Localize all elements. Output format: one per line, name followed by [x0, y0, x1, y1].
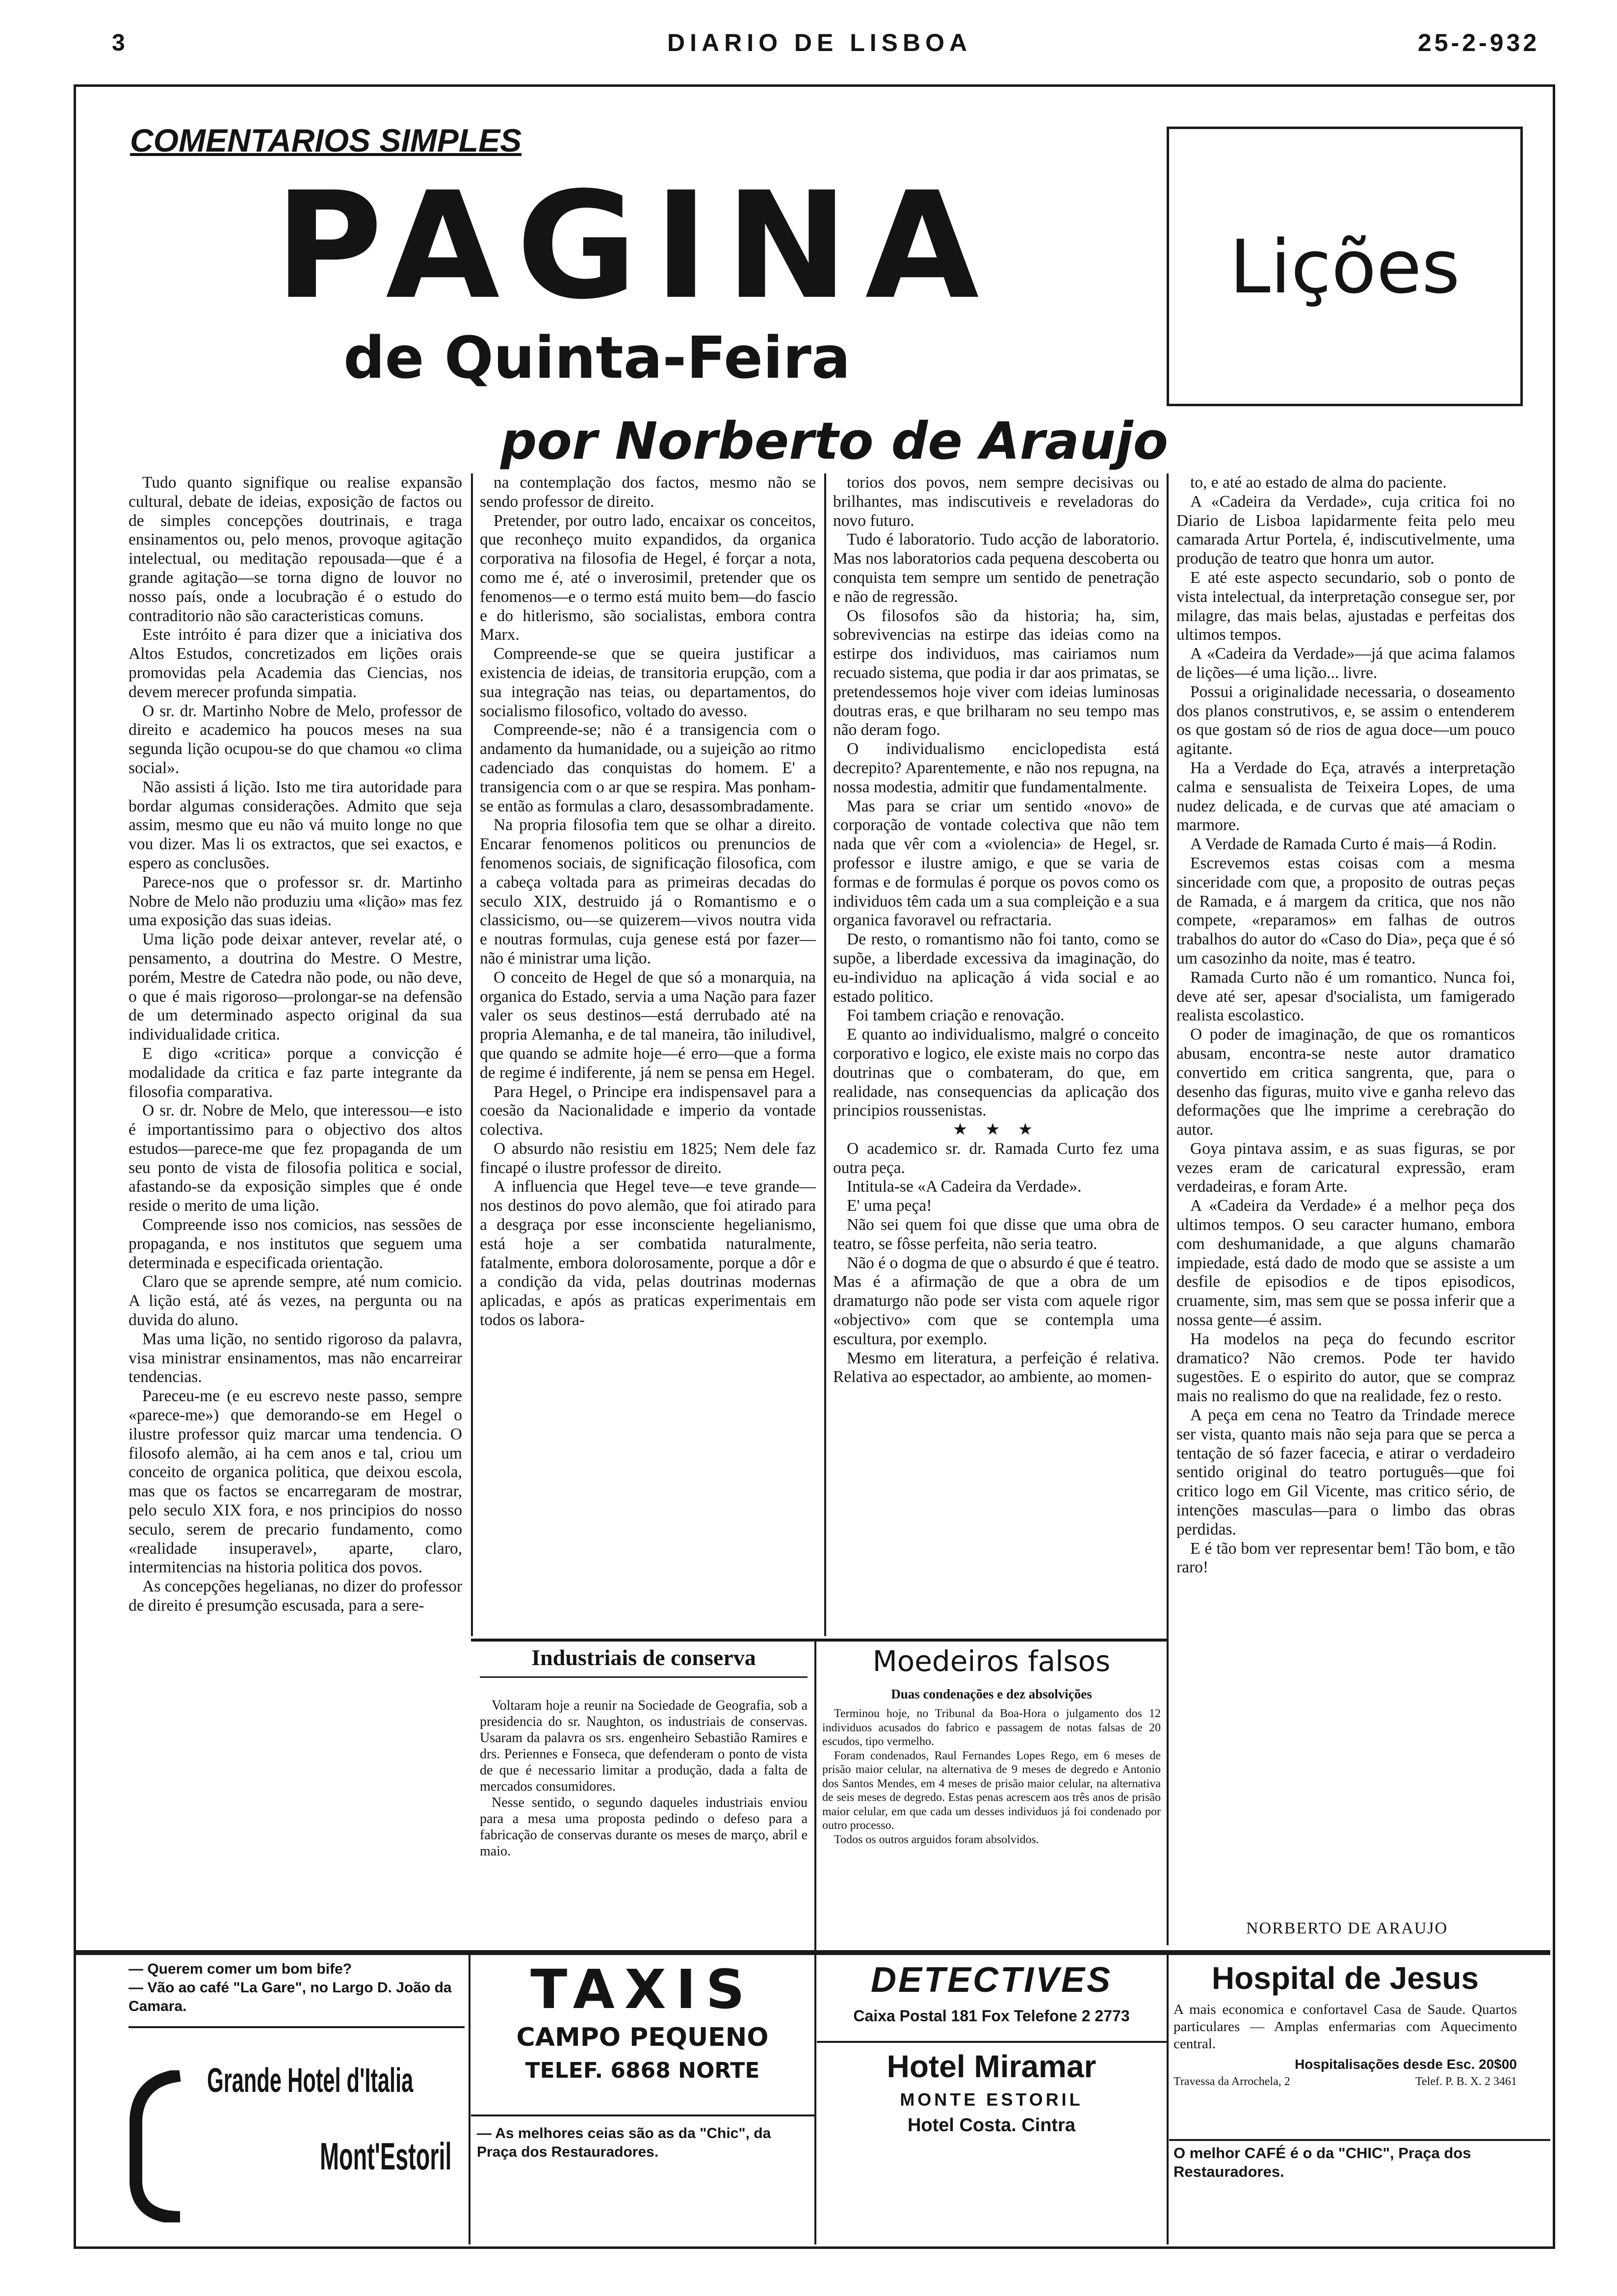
- paragraph: Este intróito é para dizer que a iniciativa dos Altos Estudos, concretizados em lições orais promovidas pela Academia das Ciencias, nos devem merecer profunda simpatia.: [129, 626, 462, 701]
- ad-chic-cafe: O melhor CAFÉ é o da "CHIC", Praça dos Restauradores.: [1174, 2144, 1471, 2180]
- ad-hotel-italia: [129, 2036, 465, 2242]
- byline: por Norberto de Araujo: [500, 411, 1169, 471]
- paragraph: Ha a Verdade do Eça, através a interpretação calma e sensualista de Teixeira Lopes, de uma nudez delicada, e de curvas que até amaciam o marmore.: [1176, 758, 1515, 835]
- paragraph: na contemplação dos factos, mesmo não se sendo professor de direito.: [480, 473, 816, 511]
- news-title: Industriais de conserva: [480, 1644, 808, 1678]
- ad-detectives-title: DETECTIVES: [870, 1960, 1113, 2000]
- paragraph: Intitula-se «A Cadeira da Verdade».: [847, 1177, 1082, 1196]
- subheadline: de Quinta-Feira: [343, 324, 851, 391]
- ad-miramar-place: MONTE ESTORIL: [900, 2089, 1083, 2110]
- ad-divider: [1169, 2139, 1550, 2141]
- paragraph: Mas uma lição, no sentido rigoroso da palavra, visa ministrar ensinamentos, mas não encarreirar tendencias.: [129, 1330, 462, 1386]
- ad-line: — Vão ao café "La Gare", no Largo D. João da Camara.: [129, 1980, 452, 2014]
- ad-divider: [129, 2026, 465, 2028]
- news-title: Moedeiros falsos: [872, 1644, 1111, 1678]
- paragraph: Foi tambem criação e renovação.: [847, 1006, 1065, 1025]
- news-paragraph: Todos os outros arguidos foram absolvidos.: [834, 1833, 1039, 1846]
- news-paragraph: Terminou hoje, no Tribunal da Boa-Hora o julgamento dos 12 individuos acusados do fabrico e passagem de notas falsas de 20 escudos, tipo vermelho.: [822, 1707, 1161, 1748]
- ad-hotel-name: Grande Hotel d'Italia: [207, 2061, 414, 2099]
- paragraph: De resto, o romantismo não foi tanto, como se supõe, a liberdade excessiva da imaginação, do eu-individuo na aplicação á vida social e ao estado politico.: [833, 930, 1159, 1006]
- article-column-2: [480, 473, 816, 1636]
- paragraph: Tudo quanto signifique ou realise expansão cultural, debate de ideias, exposição de factos ou de simples concepções doutrinais, e traga ensinamentos ou, pelo menos, provoque agitação intelectual, ou meditação repousada—que é a grande agitação—se torna digno de louvor no nosso país, onde a locubração é o estudo do contraditorio não são caracteristicas comuns.: [129, 473, 462, 625]
- ad-line: — Querem comer um bom bife?: [129, 1961, 352, 1977]
- article-column-4: [1176, 473, 1515, 1916]
- paragraph: Tudo é laboratorio. Tudo acção de laboratorio. Mas nos laboratorios cada pequena descoberta ou conquista tem sempre um sentido de penetração e não de regressão.: [833, 530, 1159, 606]
- news-moedeiros: [822, 1644, 1161, 1949]
- licoes-box: [1167, 127, 1523, 406]
- paragraph: E é tão bom ver representar bem! Tão bom, e tão raro!: [1176, 1539, 1515, 1577]
- ad-hospital-price: Hospitalisações desde Esc. 20$00: [1295, 2057, 1517, 2072]
- ads-column-rule: [1167, 1955, 1169, 2244]
- column-rule: [824, 473, 826, 1636]
- news-top-rule: [471, 1639, 1167, 1642]
- paragraph: Mas para se criar um sentido «novo» de corporação de vontade colectiva que não tem nada que vêr com a «violencia» de Hegel, sr. professor e ilustre amigo, e que se varia de formas e de formulas é porque os povos como os individuos têm cada um a sua compleição e a sua organica favoravel ou refractaria.: [833, 797, 1159, 930]
- news-paragraph: Nesse sentido, o segundo daqueles industriais enviou para a mesa uma proposta pedindo o defeso para a fabricação de conservas durante os meses de março, abril e maio.: [480, 1795, 808, 1859]
- paragraph: Pareceu-me (e eu escrevo neste passo, sempre «parece-me») que demorando-se em Hegel o ilustre professor quiz marcar uma tendencia. O filosofo alemão, ai ha cem anos e tal, criou um conceito de organica politica, que deixou escola, mas que os factos se encarregaram de mostrar, pelo seculo XIX fora, e nos principios do nosso seculo, serem de precario fundamento, como «realidade insuperavel», aparte, claro, intermitencias na historia politica dos povos.: [129, 1387, 462, 1577]
- headline: PAGINA: [275, 160, 996, 332]
- news-subtitle: Duas condenações e dez absolvições: [891, 1687, 1092, 1701]
- paragraph: E até este aspecto secundario, sob o ponto de vista intelectual, da interpretação consegue ser, por milagre, das mais belas, ajustadas e perfeitas dos ultimos tempos.: [1176, 568, 1515, 644]
- ad-hospital: [1174, 1960, 1517, 2137]
- ad-hospital-title: Hospital de Jesus: [1211, 1960, 1479, 1996]
- paragraph: E' uma peça!: [847, 1197, 932, 1215]
- signature: NORBERTO DE ARAUJO: [1246, 1919, 1448, 1937]
- paragraph: E digo «critica» porque a convicção é modalidade da critica e faz parte integrante da filosofia comparativa.: [129, 1044, 462, 1101]
- ad-taxis-title: TAXIS: [530, 1960, 755, 2021]
- paragraph: Para Hegel, o Principe era indispensavel para a coesão da Nacionalidade e imperio da vontade colectiva.: [480, 1082, 816, 1139]
- news-conserva: [480, 1644, 808, 1949]
- ad-taxis-place: CAMPO PEQUENO: [516, 2023, 769, 2052]
- paragraph: Pretender, por outro lado, encaixar os conceitos, que reconheço muito expandidos, da organica corporativa na filosofia de Hegel, é forçar a nota, como me é, até o inverosimil, pretender que os fenomenos—e o termo está muito bem—do fascio e do hitlerismo, são socialistas, embora contra Marx.: [480, 511, 816, 644]
- paragraph: Possui a originalidade necessaria, o doseamento dos planos construtivos, e, se assim o entenderem os que gostam só de rios de agua doce—um pouco agitante.: [1176, 682, 1515, 758]
- ad-hospital-phone: Telef. P. B. X. 2 3461: [1415, 2075, 1517, 2088]
- news-paragraph: Voltaram hoje a reunir na Sociedade de Geografia, sob a presidencia do sr. Naughton, os industriais de conservas. Usaram da palavra os srs. engenheiro Sebastião Ramires e drs. Periennes e Fonseca, que defenderam o ponto de vista de que é necessario limitar a produção, dada a falta de mercados consumidores.: [480, 1698, 808, 1794]
- paragraph: Claro que se aprende sempre, até num comicio. A lição está, até ás vezes, na pergunta ou na duvida do aluno.: [129, 1273, 462, 1330]
- paragraph: Escrevemos estas coisas com a mesma sinceridade com que, a proposito de outras peças de Ramada, e á margem da critica, que nos não compete, «reparamos» em falhas de outros trabalhos do autor do «Caso do Dia», peça que é só um casozinho da noite, mas é teatro.: [1176, 854, 1515, 967]
- paragraph: O sr. dr. Nobre de Melo, que interessou—e isto é importantissimo para o objectivo dos altos estudos—parece-me que fez propaganda de um seu ponto de vista de filosofia politica e social, afastando-se da exposição simples que é onde reside o merito de uma lição.: [129, 1101, 462, 1215]
- article-column-3: [833, 473, 1159, 1636]
- paragraph: A «Cadeira da Verdade», cuja critica foi no Diario de Lisboa lapidarmente feita pelo meu camarada Artur Portela, é, indiscutivelmente, uma produção de teatro que honra um autor.: [1176, 492, 1515, 568]
- ads-column-rule: [469, 1955, 470, 2244]
- paragraph: O individualismo enciclopedista está decrepito? Aparentemente, e não nos repugna, na nossa modestia, admitir que fundamentalmente.: [833, 740, 1159, 796]
- ad-divider: [471, 2114, 814, 2116]
- section-title: COMENTARIOS SIMPLES: [130, 122, 522, 158]
- paragraph: Ha modelos na peça do fecundo escritor dramatico? Não cremos. Pode ter havido sugestões. E o espirito do autor, que se compraz mais no realismo do que na realidade, fez o resto.: [1176, 1330, 1515, 1406]
- ads-column-rule: [814, 1955, 816, 2244]
- paragraph: Na propria filosofia tem que se olhar a direito. Encarar fenomenos politicos ou prenuncios de fenomenos sociais, de significação filosofica, com a cabeça voltada para as primeiras decadas do seculo XIX, destruido já o Romantismo e o classicismo, ou—se quizerem—vivos noutra vida e noutras formulas, cuja genese está por fazer—não é ministrar uma lição.: [480, 816, 816, 967]
- column-rule: [471, 473, 473, 1636]
- page-date: 25-2-932: [1418, 29, 1540, 56]
- ad-divider: [817, 2041, 1167, 2043]
- ad-hospital-text: A mais economica e confortavel Casa de Saude. Quartos particulares — Amplas enfermarias com Aquecimento central.: [1174, 2002, 1517, 2052]
- paragraph: A «Cadeira da Verdade»—já que acima falamos de lições—é uma lição... livre.: [1176, 645, 1515, 682]
- paragraph: Não assisti á lição. Isto me tira autoridade para bordar algumas considerações. Admito que seja assim, mesmo que eu não vá muito longe no que vou dizer. Mas li os extractos, que sei exactos, e espero as conclusões.: [129, 778, 462, 872]
- ad-bife: [129, 1960, 462, 2019]
- paragraph: Ramada Curto não é um romantico. Nunca foi, deve até ser, apesar d'socialista, um famigerado realista escolastico.: [1176, 968, 1515, 1025]
- paragraph: O sr. dr. Martinho Nobre de Melo, professor de direito e academico ha poucos meses na sua segunda lição ocupou-se do que chamou «o clima social».: [129, 702, 462, 777]
- newspaper-name: DIARIO DE LISBOA: [667, 29, 972, 56]
- paragraph: Uma lição pode deixar antever, revelar até, o pensamento, a doutrina do Mestre. O Mestre, porém, Mestre de Catedra não pode, ou não deve, o que é mais rigoroso—prolongar-se na defensão de um determinado aspecto original da sua individualidade critica.: [129, 930, 462, 1044]
- paragraph: Compreende-se; não é a transigencia com o andamento da humanidade, ou a sujeição ao ritmo cadenciado das conquistas do homem. E' a transigencia com o ar que se respira. Mas ponham-se então as formulas a claro, desassombradamente.: [480, 721, 816, 815]
- ad-ceias: — As melhores ceias são as da "Chic", da Praça dos Restauradores.: [477, 2125, 771, 2160]
- paragraph: As concepções hegelianas, no dizer do professor de direito é presumção escusada, para a sere-: [129, 1577, 462, 1615]
- paragraph: O academico sr. dr. Ramada Curto fez uma outra peça.: [833, 1139, 1159, 1177]
- paragraph: O conceito de Hegel de que só a monarquia, na organica do Estado, servia a uma Nação para fazer valer os seus destinos—está derrubado até na propria Alemanha, e de tal maneira, tão iniludivel, que quando se admite hoje—é erro—que a forma de regime é indiferente, já nem se pensa em Hegel.: [480, 968, 816, 1082]
- hotel-bracket-icon: [129, 2070, 183, 2222]
- paragraph: Não é o dogma de que o absurdo é que é teatro. Mas é a afirmação de que a obra de um dramaturgo não pode ser vista com aquele rigor «objectivo» com que se contempla uma escultura, por exemplo.: [833, 1253, 1159, 1348]
- paragraph: E quanto ao individualismo, malgré o conceito corporativo e logico, ele existe mais no corpo das doutrinas que o combateram, do que, em realidade, nas consequencias da aplicação dos principios roussenistas.: [833, 1025, 1159, 1120]
- section-break-stars: ★ ★ ★: [953, 1121, 1040, 1139]
- page-number: 3: [112, 30, 128, 56]
- side-title: Lições: [1229, 225, 1460, 310]
- paragraph: Compreende-se que se queira justificar a existencia de ideias, de transitoria erupção, com a sua integração nas teias, ou departamentos, do socialismo filosofico, voltado do avesso.: [480, 645, 816, 720]
- ad-taxis-phone: TELEF. 6868 NORTE: [525, 2058, 760, 2083]
- ad-detectives-line: Caixa Postal 181 Fox Telefone 2 2773: [853, 2007, 1130, 2025]
- news-paragraph: Foram condenados, Raul Fernandes Lopes Rego, em 6 meses de prisão maior celular, na alternativa de 9 meses de degredo e Antonio dos Santos Mendes, em 4 meses de prisão maior celular, na alternativa de seis meses de degredo. Estas penas acrescem aos três anos de prisão maior celular, em que cada um desses individuos já foi condenado por outro processo.: [822, 1749, 1161, 1832]
- ad-miramar-title: Hotel Miramar: [887, 2049, 1096, 2084]
- column-rule: [1167, 473, 1169, 1945]
- ad-hospital-address: Travessa da Arrochela, 2: [1174, 2075, 1290, 2088]
- ads-top-rule: [74, 1950, 1550, 1955]
- paragraph: A Verdade de Ramada Curto é mais—á Rodin.: [1190, 835, 1497, 854]
- paragraph: Goya pintava assim, e as suas figuras, se por vezes eram de caricatural expressão, eram verdadeiras, e foram Arte.: [1176, 1139, 1515, 1196]
- ad-detectives: [822, 1960, 1161, 2038]
- paragraph: Não sei quem foi que disse que uma obra de teatro, se fôsse perfeita, não seria teatro.: [833, 1216, 1159, 1253]
- ad-miramar: [822, 2048, 1161, 2176]
- paragraph: Parece-nos que o professor sr. dr. Martinho Nobre de Melo não produziu uma «lição» mas fez uma exposição das suas ideias.: [129, 873, 462, 930]
- news-column-rule: [814, 1642, 816, 1951]
- paragraph: torios dos povos, nem sempre decisivas ou brilhantes, mas indiscutiveis e reveladoras do novo futuro.: [833, 473, 1159, 530]
- paragraph: Mesmo em literatura, a perfeição é relativa. Relativa ao espectador, ao ambiente, ao momen-: [833, 1349, 1159, 1386]
- paragraph: A peça em cena no Teatro da Trindade merece ser vista, quanto mais não seja para que se perca a tentação de só fazer facecia, e atirar o verdadeiro sentido original do teatro português—que foi critico logo em Gil Vicente, mas critico sério, de intenções masculas—para o limbo das obras perdidas.: [1176, 1406, 1515, 1539]
- paragraph: A influencia que Hegel teve—e teve grande—nos destinos do povo alemão, que foi atirado para a desgraça por esse inconsciente hegelianismo, está hoje a ser combatida naturalmente, fatalmente, embora dolorosamente, porque a dôr e a condição da vida, pelas doutrinas modernas aplicadas, e após as praticas experimentais em todos os labora-: [480, 1177, 816, 1330]
- ad-hotel-place: Mont'Estoril: [320, 2135, 452, 2178]
- paragraph: O poder de imaginação, de que os romanticos abusam, encontra-se neste autor dramatico convertido em critica sangrenta, que, para o desenho das figuras, muito vive e ganha relevo das deformações que lhe imprime a cerebração do autor.: [1176, 1025, 1515, 1139]
- ad-miramar-sub: Hotel Costa. Cintra: [907, 2115, 1076, 2136]
- paragraph: A «Cadeira da Verdade» é a melhor peça dos ultimos tempos. O seu caracter humano, embora com deshumanidade, a que alguns chamarão impiedade, está dado de modo que se assiste a um desfile de episodios e de tipos episodicos, cruamente, sim, mas sem que se possa inferir que a nossa gente—é assim.: [1176, 1197, 1515, 1330]
- ad-taxis: [477, 1960, 808, 2112]
- paragraph: O absurdo não resistiu em 1825; Nem dele faz fincapé o ilustre professor de direito.: [480, 1139, 816, 1177]
- paragraph: to, e até ao estado de alma do paciente.: [1190, 473, 1447, 492]
- article-column-1: [129, 473, 462, 1945]
- paragraph: Os filosofos são da historia; ha, sim, sobrevivencias na estirpe das ideias como na estirpe dos individuos, mas cairiamos num recuado sistema, que podia ir dar aos primatas, se pretendessemos hoje viver com ideias luminosas doutras eras, e que brilharam no seu tempo mas não deram fogo.: [833, 606, 1159, 739]
- paragraph: Compreende isso nos comicios, nas sessões de propaganda, e nos institutos que seguem uma determinada e especificada orientação.: [129, 1216, 462, 1272]
